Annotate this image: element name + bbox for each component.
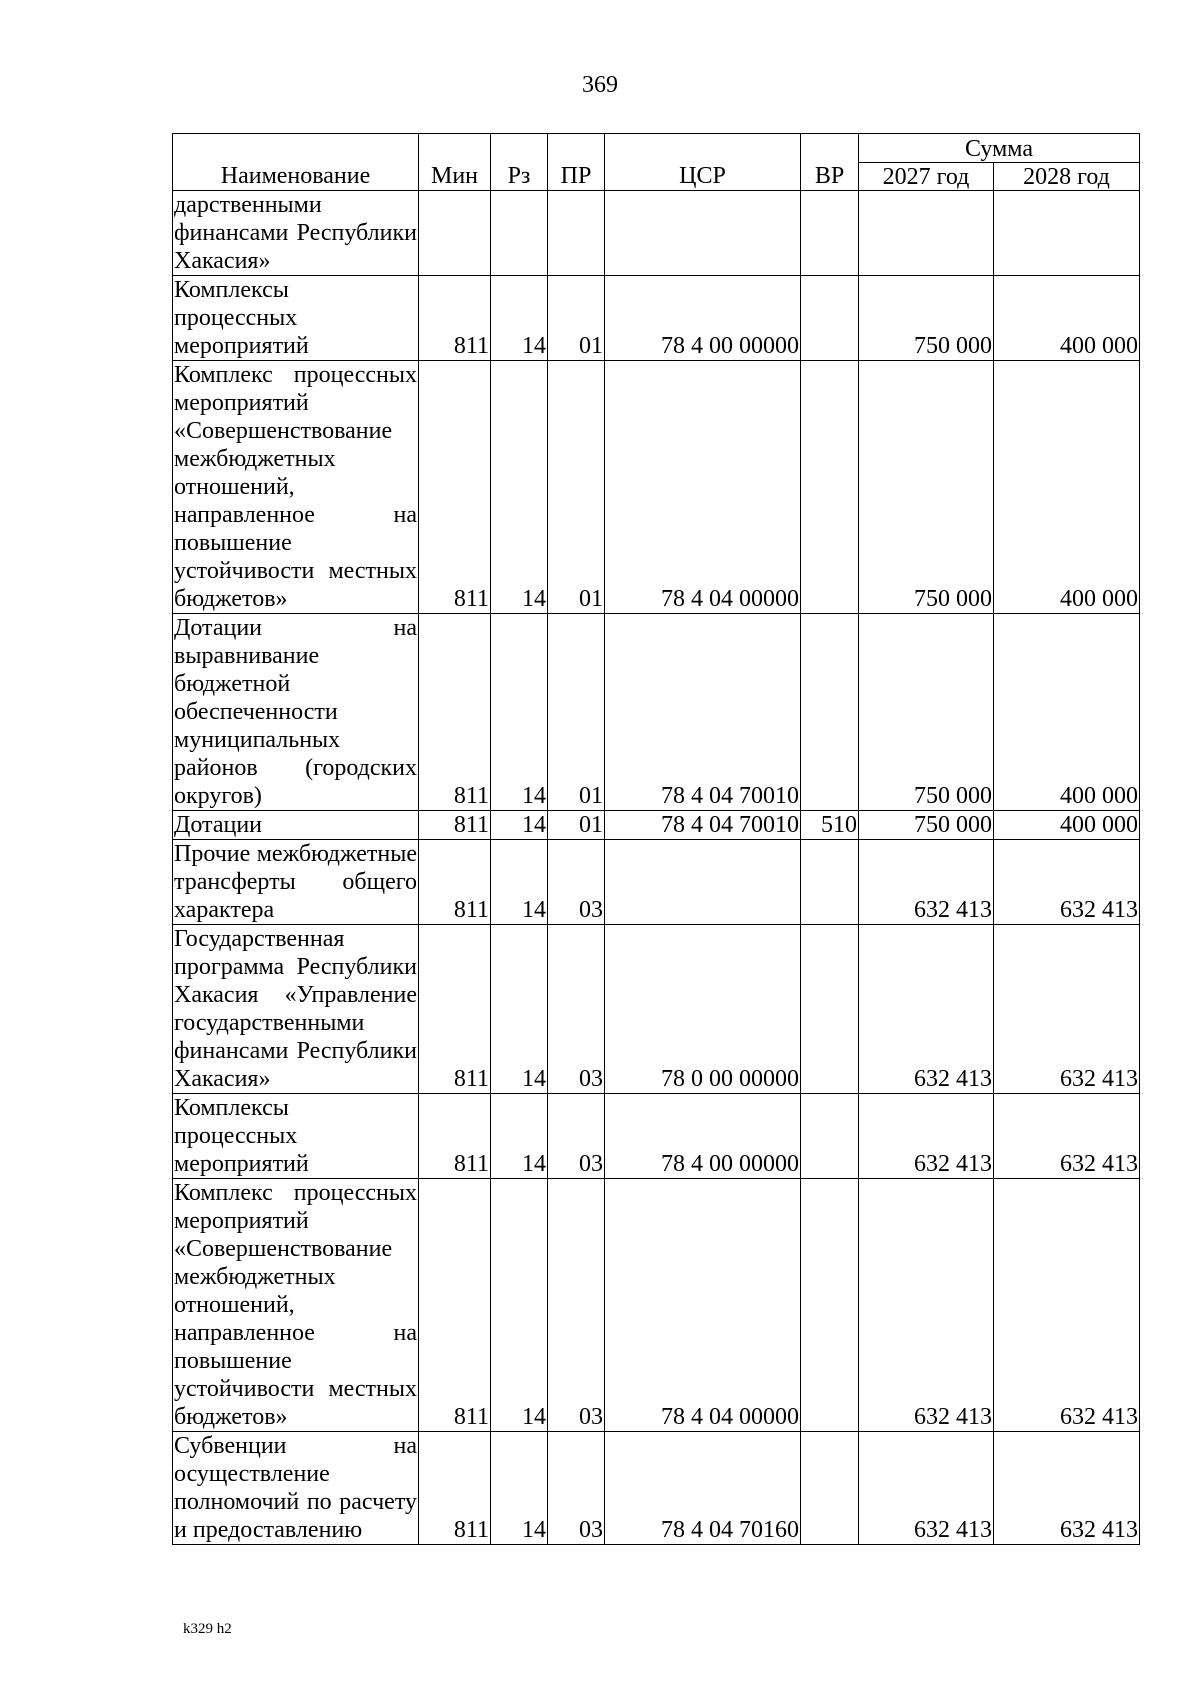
row-min xyxy=(419,191,491,276)
header-min: Мин xyxy=(419,134,491,191)
row-csr: 78 4 04 70160 xyxy=(605,1432,801,1545)
row-name: Комплекс процессных мероприятий «Совершенствование межбюджетных отношений, направленное на повышение устойчивости местных бюджетов» xyxy=(174,362,417,612)
row-sum-2028: 632 413 xyxy=(994,840,1140,925)
header-year-2028: 2028 год xyxy=(994,163,1140,191)
row-vr xyxy=(801,925,859,1094)
row-csr: 78 4 04 00000 xyxy=(605,1179,801,1432)
row-sum-2027: 632 413 xyxy=(859,1432,994,1545)
row-rz: 14 xyxy=(491,361,548,614)
row-csr xyxy=(605,840,801,925)
budget-table xyxy=(172,133,1140,1545)
table-row xyxy=(173,276,1140,361)
row-rz: 14 xyxy=(491,1179,548,1432)
header-pr: ПР xyxy=(548,134,605,191)
row-name: Субвенции на осуществление полномочий по расчету и предоставлению xyxy=(174,1433,417,1543)
table-row xyxy=(173,1094,1140,1179)
row-min: 811 xyxy=(419,840,491,925)
header-year-2027: 2027 год xyxy=(859,163,994,191)
row-min: 811 xyxy=(419,276,491,361)
row-name: Комплексы процессных мероприятий xyxy=(173,1094,419,1179)
row-name: Прочие межбюджетные трансферты общего характера xyxy=(174,841,417,923)
row-sum-2027: 632 413 xyxy=(859,1094,994,1179)
row-sum-2028: 632 413 xyxy=(994,1179,1140,1432)
row-name: Дотации xyxy=(173,811,419,840)
row-vr xyxy=(801,614,859,811)
row-rz: 14 xyxy=(491,840,548,925)
row-csr: 78 4 04 00000 xyxy=(605,361,801,614)
table-row xyxy=(173,361,1140,614)
header-sum: Сумма xyxy=(859,134,1140,163)
row-vr xyxy=(801,276,859,361)
row-sum-2027: 750 000 xyxy=(859,361,994,614)
row-sum-2028: 632 413 xyxy=(994,925,1140,1094)
table-row xyxy=(173,191,1140,276)
row-csr: 78 4 04 70010 xyxy=(605,811,801,840)
row-min: 811 xyxy=(419,1179,491,1432)
row-sum-2027: 750 000 xyxy=(859,276,994,361)
row-min: 811 xyxy=(419,614,491,811)
page-number: 369 xyxy=(582,72,618,98)
header-name: Наименование xyxy=(173,134,419,191)
row-pr: 01 xyxy=(548,361,605,614)
row-name: Дотации на выравнивание бюджетной обеспеченности муниципальных районов (городских округов) xyxy=(174,615,417,809)
row-rz: 14 xyxy=(491,925,548,1094)
row-csr: 78 4 00 00000 xyxy=(605,276,801,361)
row-pr: 01 xyxy=(548,811,605,840)
row-rz: 14 xyxy=(491,614,548,811)
row-min: 811 xyxy=(419,1094,491,1179)
row-min: 811 xyxy=(419,811,491,840)
table-row xyxy=(173,925,1140,1094)
row-sum-2027: 750 000 xyxy=(859,811,994,840)
row-csr: 78 4 00 00000 xyxy=(605,1094,801,1179)
row-csr: 78 0 00 00000 xyxy=(605,925,801,1094)
row-pr: 03 xyxy=(548,840,605,925)
row-name: дарственными финансами Республики Хакасия» xyxy=(174,192,417,274)
row-sum-2027: 750 000 xyxy=(859,614,994,811)
row-pr: 03 xyxy=(548,1094,605,1179)
footer-code: k329 h2 xyxy=(183,1621,232,1637)
row-name: Комплексы процессных мероприятий xyxy=(173,276,419,361)
row-vr xyxy=(801,361,859,614)
row-sum-2027: 632 413 xyxy=(859,1179,994,1432)
row-vr: 510 xyxy=(801,811,859,840)
row-vr xyxy=(801,191,859,276)
row-pr: 01 xyxy=(548,614,605,811)
row-rz: 14 xyxy=(491,1432,548,1545)
row-rz: 14 xyxy=(491,1094,548,1179)
table-body xyxy=(173,191,1140,1545)
row-pr: 03 xyxy=(548,925,605,1094)
row-sum-2028: 400 000 xyxy=(994,276,1140,361)
row-min: 811 xyxy=(419,925,491,1094)
row-pr xyxy=(548,191,605,276)
row-rz: 14 xyxy=(491,811,548,840)
row-vr xyxy=(801,1179,859,1432)
row-sum-2028 xyxy=(994,191,1140,276)
row-sum-2028: 400 000 xyxy=(994,361,1140,614)
header-rz: Рз xyxy=(491,134,548,191)
row-min: 811 xyxy=(419,361,491,614)
table-row xyxy=(173,840,1140,925)
row-sum-2028: 400 000 xyxy=(994,811,1140,840)
table-row xyxy=(173,614,1140,811)
row-sum-2027: 632 413 xyxy=(859,925,994,1094)
row-min: 811 xyxy=(419,1432,491,1545)
row-rz xyxy=(491,191,548,276)
row-sum-2028: 632 413 xyxy=(994,1432,1140,1545)
table-row xyxy=(173,811,1140,840)
header-csr: ЦСР xyxy=(605,134,801,191)
row-sum-2027: 632 413 xyxy=(859,840,994,925)
row-name: Государственная программа Республики Хакасия «Управление государственными финансами Республики Хакасия» xyxy=(174,926,417,1092)
row-vr xyxy=(801,1094,859,1179)
row-sum-2027 xyxy=(859,191,994,276)
row-pr: 03 xyxy=(548,1179,605,1432)
table-row xyxy=(173,1179,1140,1432)
row-pr: 01 xyxy=(548,276,605,361)
row-vr xyxy=(801,1432,859,1545)
row-name: Комплекс процессных мероприятий «Совершенствование межбюджетных отношений, направленное на повышение устойчивости местных бюджетов» xyxy=(174,1180,417,1430)
row-rz: 14 xyxy=(491,276,548,361)
table-header xyxy=(173,134,1140,191)
table-row xyxy=(173,1432,1140,1545)
row-pr: 03 xyxy=(548,1432,605,1545)
row-csr xyxy=(605,191,801,276)
header-vr: ВР xyxy=(801,134,859,191)
row-csr: 78 4 04 70010 xyxy=(605,614,801,811)
row-sum-2028: 632 413 xyxy=(994,1094,1140,1179)
row-vr xyxy=(801,840,859,925)
row-sum-2028: 400 000 xyxy=(994,614,1140,811)
